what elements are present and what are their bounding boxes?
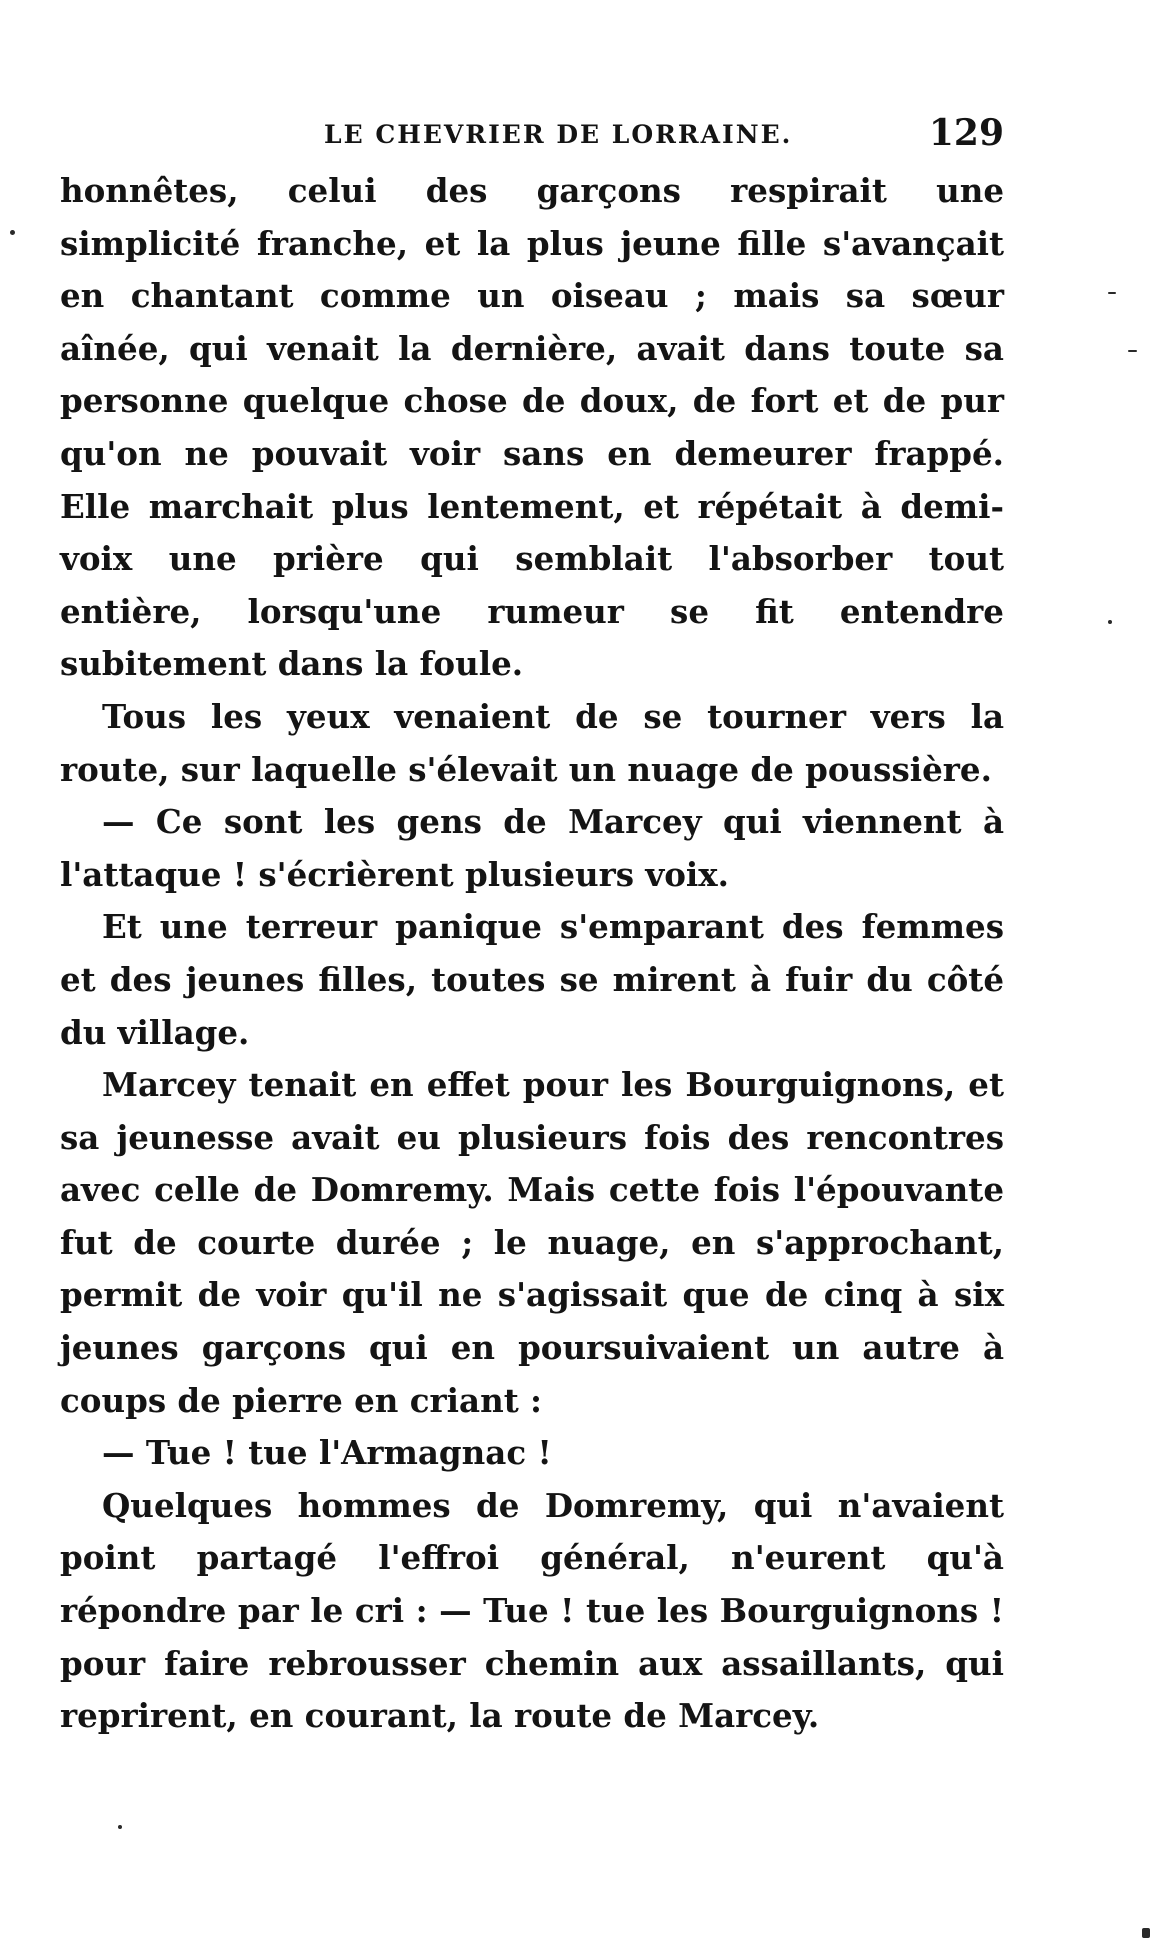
body-text [60, 165, 1004, 1743]
paragraph: honnêtes, celui des garçons respirait une simplicité franche, et la plus jeune fille s'avançait en chantant comme un oiseau ; mais sa sœur aînée, qui venait la dernière, avait dans toute sa personne quelque chose de doux, de fort et de pur qu'on ne pouvait voir sans en demeurer frappé. Elle marchait plus lentement, et répétait à demi-voix une prière qui semblait l'absorber tout entière, lorsqu'une rumeur se fit entendre subitement dans la foule. [60, 171, 1004, 684]
paragraph: — Tue ! tue l'Armagnac ! [102, 1433, 552, 1473]
page-number: 129 [928, 112, 1004, 154]
running-head [60, 112, 1004, 162]
paragraph: Et une terreur panique s'emparant des femmes et des jeunes filles, toutes se mirent à fuir du côté du village. [60, 907, 1004, 1052]
scan-speck [1142, 1928, 1150, 1938]
scan-speck [1128, 350, 1137, 352]
paragraph: Marcey tenait en effet pour les Bourguignons, et sa jeunesse avait eu plusieurs fois des rencontres avec celle de Domremy. Mais cette fois l'épouvante fut de courte durée ; le nuage, en s'approchant, permit de voir qu'il ne s'agissait que de cinq à six jeunes garçons qui en poursuivaient un autre à coups de pierre en criant : [60, 1065, 1004, 1420]
paragraph: Tous les yeux venaient de se tourner vers la route, sur laquelle s'élevait un nuage de poussière. [60, 696, 1004, 789]
running-title: LE CHEVRIER DE LORRAINE. [324, 120, 793, 149]
scan-speck [1108, 292, 1116, 294]
paragraph: — Ce sont les gens de Marcey qui viennent à l'attaque ! s'écrièrent plusieurs voix. [60, 802, 1004, 894]
paragraph: Quelques hommes de Domremy, qui n'avaient point partagé l'effroi général, n'eurent qu'à répondre par le cri : — Tue ! tue les Bourguignons ! pour faire rebrousser chemin aux assaillants, qui reprirent, en courant, la route de Marcey. [60, 1485, 1004, 1736]
scan-speck [118, 1825, 122, 1829]
scan-speck [1108, 620, 1112, 624]
scan-speck [10, 230, 15, 235]
